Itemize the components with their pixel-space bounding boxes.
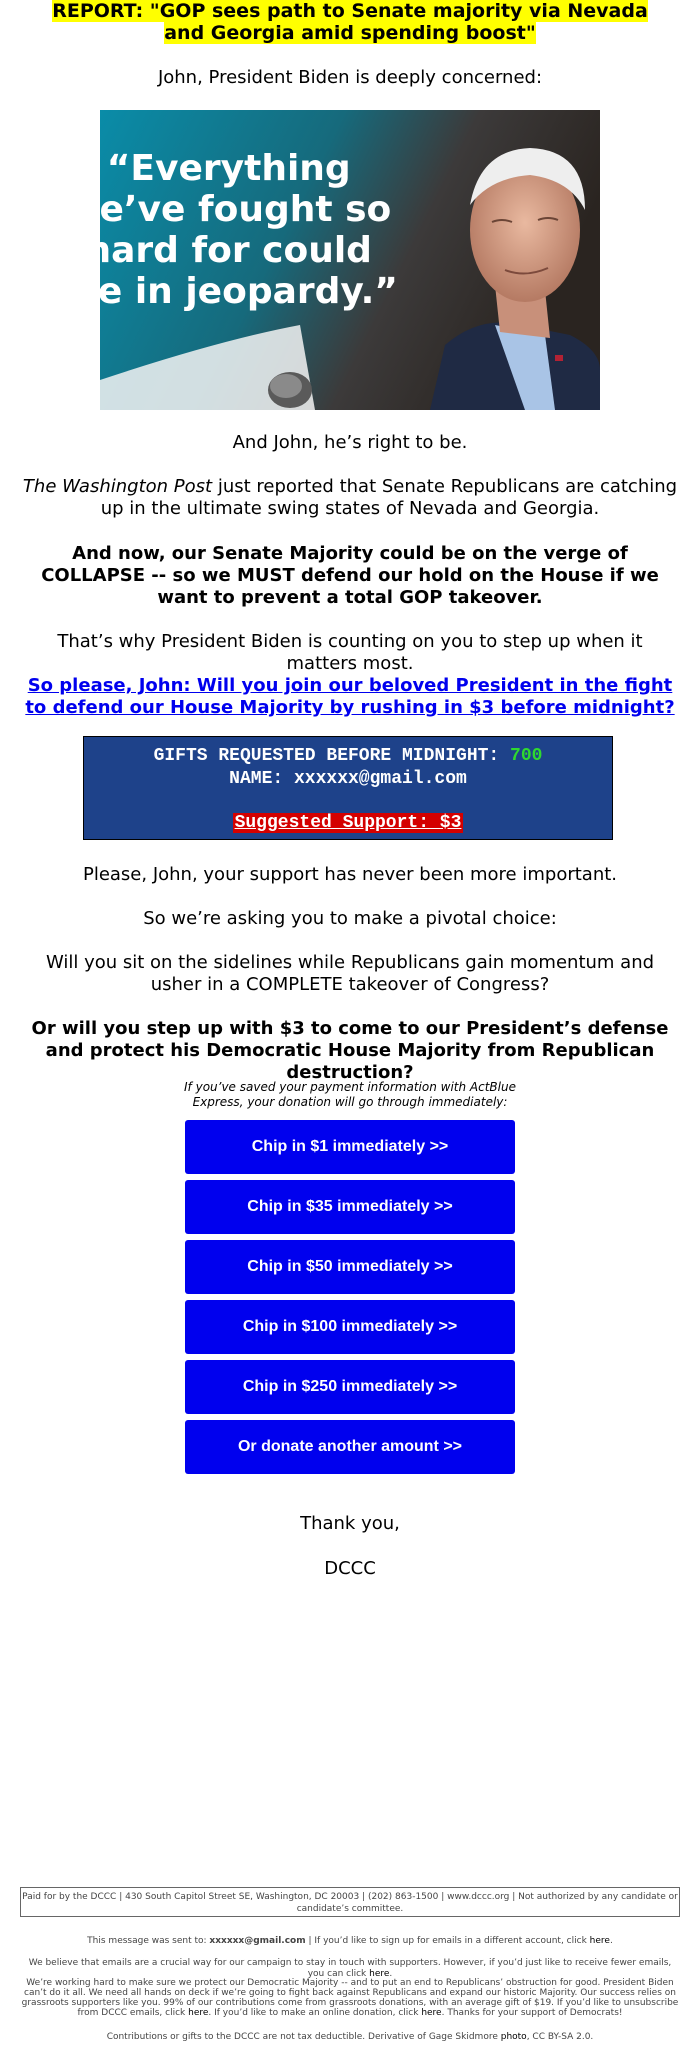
working-hard-paragraph: We’re working hard to make sure we protect our Democratic Majority -- and to put an end to Republicans’ obstruction for good. President Biden can’t do it all. We need all hands on deck if we’re going to fight back against Republicans and expand our historic Majority. Our success relies on grassroots supporters like you. 99% of our contributions come from grassroots donations, with an average gift of $19. If you’d like to unsubscribe from DCCC emails, click here. If you’d like to make an online donation, click here. Thanks for your support of Democrats!: [21, 1978, 679, 2018]
donate-100-button[interactable]: Chip in $100 immediately >>: [185, 1300, 515, 1354]
thank-you: Thank you,: [300, 1513, 400, 1534]
recipient-email: xxxxxx@gmail.com: [209, 1936, 306, 1946]
donate-other-amount-button[interactable]: Or donate another amount >>: [185, 1420, 515, 1474]
para-pivotal-choice: So we’re asking you to make a pivotal choice:: [143, 908, 557, 929]
para-washington-post: The Washington Post just reported that Senate Republicans are catching up in the ultimate swing states of Nevada and Georgia.: [22, 476, 678, 519]
online-donation-link[interactable]: here: [421, 2008, 442, 2018]
unsubscribe-link[interactable]: here: [188, 2008, 209, 2018]
headline: REPORT: "GOP sees path to Senate majority via Nevada and Georgia amid spending boost": [52, 0, 648, 44]
gifts-requested-line: GIFTS REQUESTED BEFORE MIDNIGHT: 700: [153, 746, 543, 766]
paid-for-disclaimer: Paid for by the DCCC | 430 South Capitol Street SE, Washington, DC 20003 | (202) 863-1500 | www.dccc.org | Not authorized by any candidate or candidate’s committee.: [20, 1887, 680, 1917]
hero-graphic: [66, 110, 600, 410]
gifts-box: [83, 736, 613, 840]
donate-1-button[interactable]: Chip in $1 immediately >>: [185, 1120, 515, 1174]
quote-line-3: hard for could: [85, 230, 372, 271]
fewer-emails-line: We believe that emails are a crucial way for our campaign to stay in touch with supporters. However, if you’d just like to receive fewer emails, you can click here.: [28, 1958, 672, 1979]
quote-line-1: “Everything: [106, 148, 351, 189]
para-senate-majority: And now, our Senate Majority could be on the verge of COLLAPSE -- so we MUST defend our hold on the House if we want to prevent a total GOP takeover.: [41, 543, 659, 608]
gifts-count: 700: [510, 746, 543, 766]
para-right-to-be: And John, he’s right to be.: [232, 432, 468, 453]
gifts-name-line: NAME: xxxxxx@gmail.com: [229, 769, 467, 789]
cta-link-container: [20, 675, 680, 719]
svg-text:“Everything we’ve fought: [66, 148, 404, 312]
para-sidelines: Will you sit on the sidelines while Republicans gain momentum and usher in a COMPLETE takeover of Congress?: [45, 952, 655, 995]
para-step-up: Or will you step up with $3 to come to our President’s defense and protect his Democratic House Majority from Republican destruction?: [31, 1018, 669, 1083]
cta-donate-link[interactable]: So please, John: Will you join our beloved President in the fight to defend our House Majority by rushing in $3 before midnight?: [25, 675, 675, 718]
actblue-express-note: If you’ve saved your payment information with ActBlue Express, your donation will go through immediately:: [184, 1080, 516, 1109]
donate-35-button[interactable]: Chip in $35 immediately >>: [185, 1180, 515, 1234]
source-name: The Washington Post: [22, 476, 213, 497]
donate-250-button[interactable]: Chip in $250 immediately >>: [185, 1360, 515, 1414]
quote-line-4: be in jeopardy.”: [72, 271, 398, 312]
fewer-emails-link[interactable]: here: [369, 1969, 390, 1979]
signup-other-account-link[interactable]: here: [589, 1936, 610, 1946]
para-support-important: Please, John, your support has never been more important.: [82, 864, 618, 885]
intro-text: John, President Biden is deeply concerned:: [157, 67, 543, 88]
signature: DCCC: [324, 1558, 376, 1579]
contributions-line: Contributions or gifts to the DCCC are not tax deductible. Derivative of Gage Skidmore photo, CC BY-SA 2.0.: [106, 2032, 594, 2042]
hero-image: [66, 110, 600, 410]
suggested-support-link[interactable]: Suggested Support: $3: [234, 813, 462, 833]
photo-credit-link[interactable]: photo: [500, 2032, 527, 2042]
para-counting-on-you: That’s why President Biden is counting on you to step up when it matters most.: [57, 631, 643, 674]
quote-line-2: we’ve fought so: [66, 189, 392, 230]
donate-50-button[interactable]: Chip in $50 immediately >>: [185, 1240, 515, 1294]
sent-to-line: This message was sent to: xxxxxx@gmail.com | If you’d like to sign up for emails in a different account, click here.: [87, 1936, 613, 1946]
